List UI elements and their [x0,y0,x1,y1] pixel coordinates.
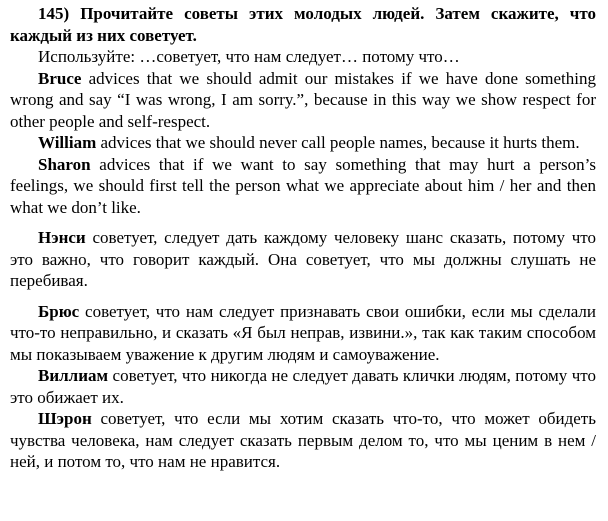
speaker-name-william-en: William [38,133,97,152]
paragraph-text-william-en: advices that we should never call people names, because it hurts them. [96,133,580,152]
instruction-template: …советует, что нам следует… потому что… [139,47,460,66]
paragraph-text-bruce-ru: советует, что нам следует признавать свои ошибки, если мы сделали что-то неправильно, и сказать «Я был неправ, извини.», так как таким способом мы показываем уважение к другим людям и самоуважение. [10,301,596,364]
speaker-name-sharon-ru: Шэрон [38,409,92,428]
speaker-name-nancy-ru: Нэнси [38,228,86,247]
paragraph-sharon-en [10,154,596,219]
paragraph-nancy-ru [10,227,596,292]
exercise-heading [10,3,596,46]
paragraph-text-sharon-en: advices that if we want to say something that may hurt a person’s feelings, we should first tell the person what we appreciate about him / her and then what we don’t like. [10,154,596,217]
paragraph-text-william-ru: советует, что никогда не следует давать клички людям, потому что это обижает их. [10,366,596,407]
speaker-name-sharon-en: Sharon [38,154,91,174]
speaker-name-bruce-ru: Брюс [38,301,80,321]
paragraph-bruce-en [10,68,596,133]
paragraph-text-sharon-ru: советует, что если мы хотим сказать что-то, что может обидеть чувства человека, нам следует сказать первым делом то, что мы ценим в нем / ней, и потом то, что нам не нравится. [10,409,596,471]
exercise-title: Прочитайте советы этих молодых людей. Затем скажите, что каждый из них советует. [10,4,596,45]
paragraph-bruce-ru [10,301,596,366]
paragraph-text-nancy-ru: советует, следует дать каждому человеку шанс сказать, потому что это важно, что говорит каждый. Она советует, что мы должны слушать не перебивая. [10,228,596,290]
paragraph-william-ru [10,365,596,408]
paragraph-sharon-ru [10,408,596,473]
speaker-name-william-ru: Виллиам [38,366,109,385]
instruction-line [10,46,596,68]
instruction-label: Используйте: [38,47,136,66]
exercise-number: 145) [38,4,70,23]
speaker-name-bruce-en: Bruce [38,68,82,88]
paragraph-text-bruce-en: advices that we should admit our mistakes if we have done something wrong and say “I was wrong, I am sorry.”, because in this way we show respect for other people and self-respect. [10,68,596,131]
paragraph-william-en [10,132,596,154]
